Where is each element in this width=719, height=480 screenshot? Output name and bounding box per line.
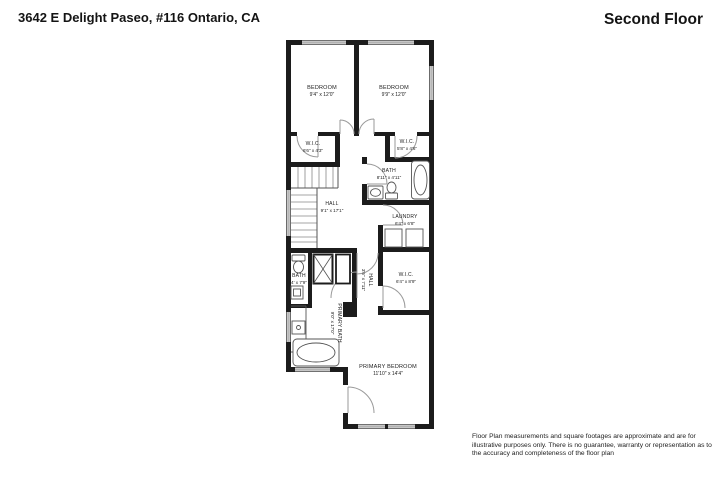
room-label-hall (321, 201, 344, 213)
room-dims: 6'6" x 4'3" (302, 147, 324, 153)
room-name: W.I.C. (399, 138, 415, 145)
room-dims: 11'10" x 14'4" (373, 371, 403, 378)
room-name: BATH (292, 272, 306, 279)
room-label-wic-2 (397, 139, 417, 151)
room-dims: 6'4" x 6'8" (394, 220, 416, 226)
room-dims: 8'11" x 4'11" (376, 174, 402, 180)
room-dims: 6'4" x 8'9" (395, 278, 417, 284)
room-label-primary-bath (330, 303, 342, 342)
room-name: BATH (382, 167, 396, 174)
room-label-wic-3 (396, 272, 416, 284)
room-label-hall-lower (361, 269, 373, 291)
floor-plan (286, 40, 434, 429)
room-dims: 9'0" x 17'0" (330, 311, 336, 335)
room-name: HALL (367, 273, 374, 287)
room-name: PRIMARY BEDROOM (359, 364, 417, 371)
room-dims: 3'6" x 7'11" (361, 268, 367, 292)
floor-label: Second Floor (603, 11, 703, 28)
room-label-primary-bedroom (359, 364, 417, 378)
room-label-bath-2 (291, 273, 307, 285)
room-dims: 9'1" x 17'1" (320, 207, 344, 213)
room-name: PRIMARY BATH (336, 303, 343, 343)
room-dims: 9'9" x 12'0" (381, 92, 407, 99)
room-name: W.I.C. (398, 271, 414, 278)
room-name: BEDROOM (307, 85, 337, 92)
room-label-laundry (392, 214, 417, 226)
room-name: BEDROOM (379, 85, 409, 92)
disclaimer-text: Floor Plan measurements and square footages are approximate and are for illustrative purposes only. There is no guarantee, warranty or representation as to the accuracy and completeness of the floor plan (472, 433, 712, 458)
page-title: 3642 E Delight Paseo, #116 Ontario, CA (18, 10, 261, 25)
room-label-bath-1 (377, 168, 402, 180)
room-labels (286, 40, 434, 429)
room-label-bedroom-1 (307, 85, 337, 99)
room-name: HALL (325, 200, 339, 207)
room-label-bedroom-2 (379, 85, 409, 99)
room-label-wic-1 (303, 141, 323, 153)
room-dims: 5'8" x 4'6" (396, 145, 418, 151)
room-dims: 9'4" x 12'0" (309, 92, 335, 99)
room-name: LAUNDRY (392, 213, 418, 220)
room-dims: 4' x 7'9" (291, 279, 307, 285)
room-name: W.I.C. (305, 140, 321, 147)
